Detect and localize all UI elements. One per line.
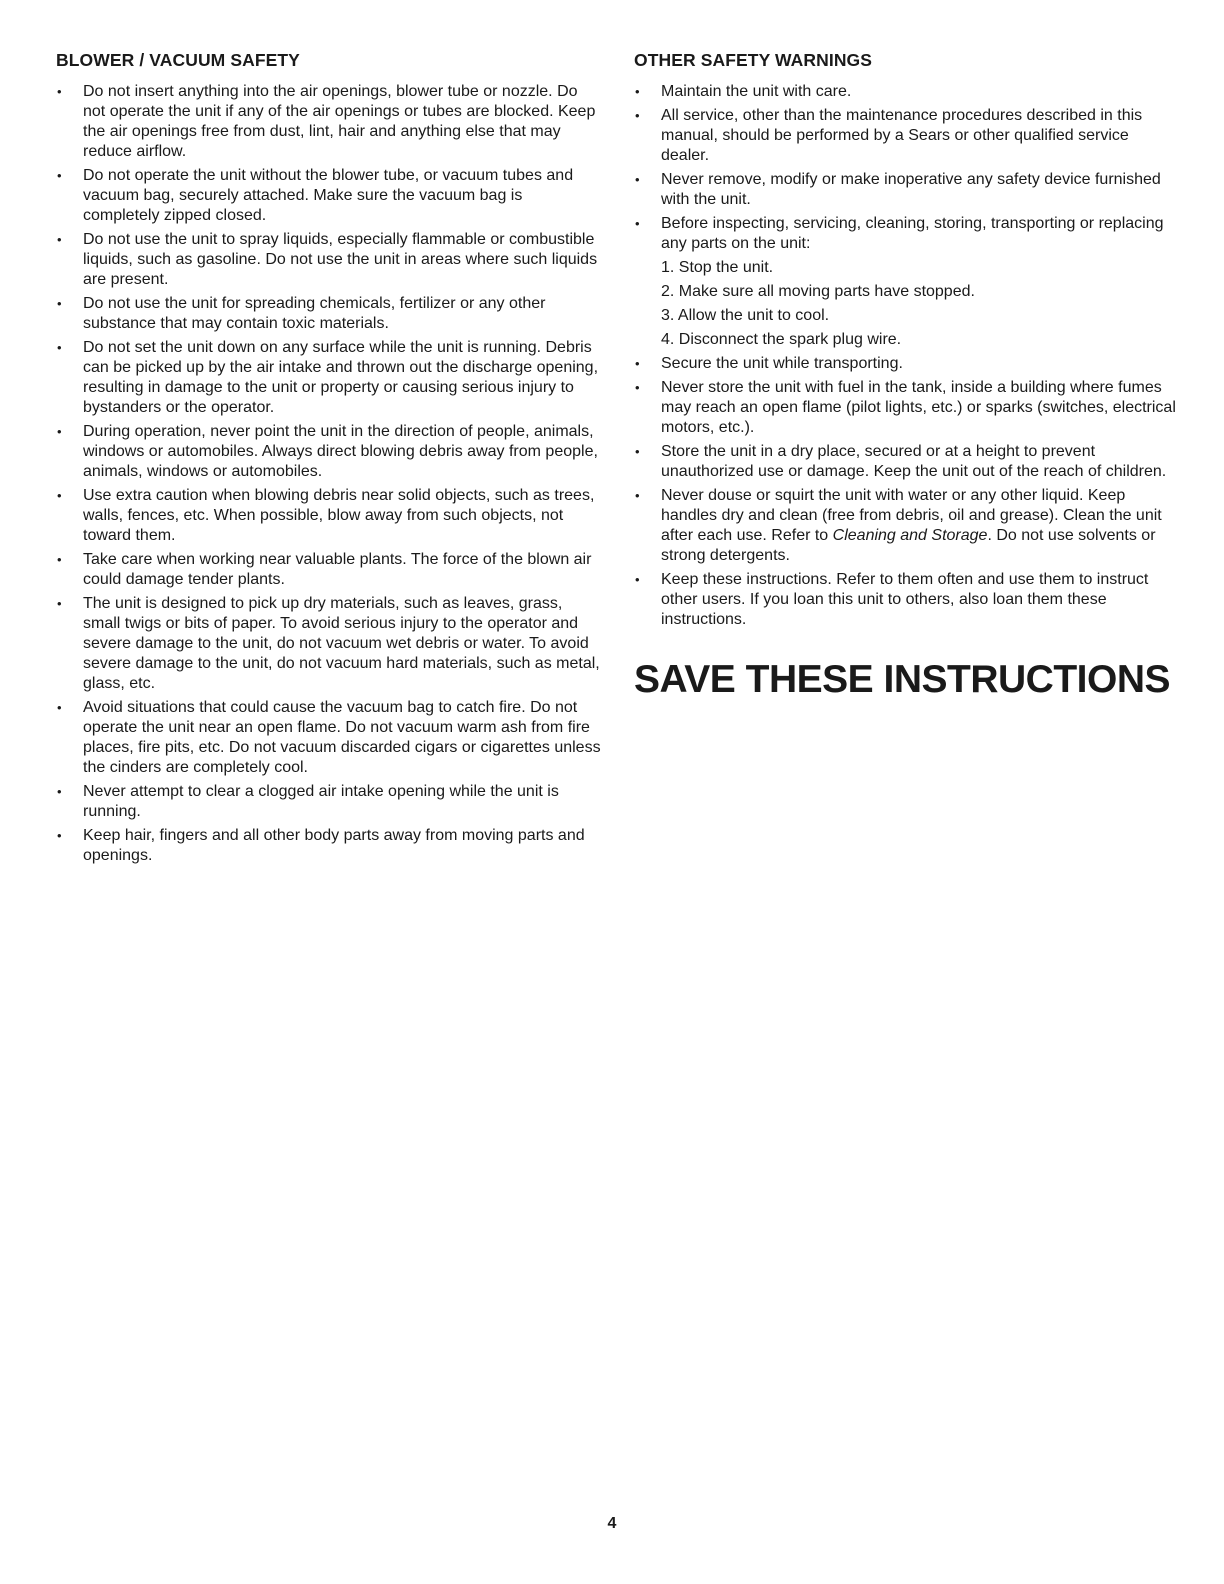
list-item-text: . Do not use solvents or strong detergents. <box>661 527 1156 564</box>
list-item: • Avoid situations that could cause the vacuum bag to catch fire. Do not operate the unit near an open flame. Do not vacuum warm ash from fire places, fire pits, etc. Do not vacuum discarded cigars or cigarettes unless the cinders are completely cool. <box>56 698 601 778</box>
blower-safety-list <box>56 82 601 866</box>
list-item: • Take care when working near valuable plants. The force of the blown air could damage tender plants. <box>56 550 601 590</box>
list-item: • Never attempt to clear a clogged air intake opening while the unit is running. <box>56 782 601 822</box>
list-item: • Never remove, modify or make inoperative any safety device furnished with the unit. <box>634 170 1179 210</box>
list-item: • Keep these instructions. Refer to them often and use them to instruct other users. If you loan this unit to others, also loan them these instructions. <box>634 570 1179 630</box>
list-item: • Do not operate the unit without the blower tube, or vacuum tubes and vacuum bag, securely attached. Make sure the vacuum bag is completely zipped closed. <box>56 166 601 226</box>
list-item: • Do not use the unit for spreading chemicals, fertilizer or any other substance that may contain toxic materials. <box>56 294 601 334</box>
list-item: • Secure the unit while transporting. <box>634 354 1179 374</box>
list-item: • Store the unit in a dry place, secured or at a height to prevent unauthorized use or damage. Keep the unit out of the reach of children. <box>634 442 1179 482</box>
other-safety-warnings-section <box>634 50 1179 702</box>
list-item: • Maintain the unit with care. <box>634 82 1179 102</box>
cross-reference: Cleaning and Storage <box>832 527 988 544</box>
step-item: 3. Allow the unit to cool. <box>661 307 830 324</box>
save-instructions-banner: SAVE THESE INSTRUCTIONS <box>634 658 1171 701</box>
list-item: • The unit is designed to pick up dry materials, such as leaves, grass, small twigs or bits of paper. To avoid serious injury to the operator and severe damage to the unit, do not vacuum wet debris or water. To avoid severe damage to the unit, do not vacuum hard materials, such as metal, glass, etc. <box>56 594 601 694</box>
list-item <box>634 214 1179 350</box>
step-item: 2. Make sure all moving parts have stopped. <box>661 283 975 300</box>
step-item: 4. Disconnect the spark plug wire. <box>661 331 902 348</box>
blower-vacuum-safety-section <box>56 50 601 870</box>
list-item: • Do not set the unit down on any surface while the unit is running. Debris can be picked up by the air intake and thrown out the discharge opening, resulting in damage to the unit or property or causing serious injury to bystanders or the operator. <box>56 338 601 418</box>
section-heading: BLOWER / VACUUM SAFETY <box>56 50 300 70</box>
list-item <box>634 486 1179 566</box>
list-item: • All service, other than the maintenance procedures described in this manual, should be performed by a Sears or other qualified service dealer. <box>634 106 1179 166</box>
list-item-text: Before inspecting, servicing, cleaning, storing, transporting or replacing any parts on the unit: <box>661 215 1164 252</box>
numbered-steps <box>661 258 1179 350</box>
list-item: • Do not insert anything into the air openings, blower tube or nozzle. Do not operate the unit if any of the air openings or tubes are blocked. Keep the air openings free from dust, lint, hair and anything else that may reduce airflow. <box>56 82 601 162</box>
other-warnings-list <box>634 82 1179 630</box>
step-item: 1. Stop the unit. <box>661 259 774 276</box>
list-item: • Do not use the unit to spray liquids, especially flammable or combustible liquids, such as gasoline. Do not use the unit in areas where such liquids are present. <box>56 230 601 290</box>
list-item: • During operation, never point the unit in the direction of people, animals, windows or automobiles. Always direct blowing debris away from people, animals, windows or automobiles. <box>56 422 601 482</box>
page-number: 4 <box>607 1515 617 1532</box>
section-heading: OTHER SAFETY WARNINGS <box>634 50 873 70</box>
list-item-text: Never douse or squirt the unit with water or any other liquid. Keep handles dry and clean (free from debris, oil and grease). Clean the unit after each use. Refer to <box>661 487 1162 544</box>
list-item: • Use extra caution when blowing debris near solid objects, such as trees, walls, fences, etc. When possible, blow away from such objects, not toward them. <box>56 486 601 546</box>
list-item: • Never store the unit with fuel in the tank, inside a building where fumes may reach an open flame (pilot lights, etc.) or sparks (switches, electrical motors, etc.). <box>634 378 1179 438</box>
list-item: • Keep hair, fingers and all other body parts away from moving parts and openings. <box>56 826 601 866</box>
